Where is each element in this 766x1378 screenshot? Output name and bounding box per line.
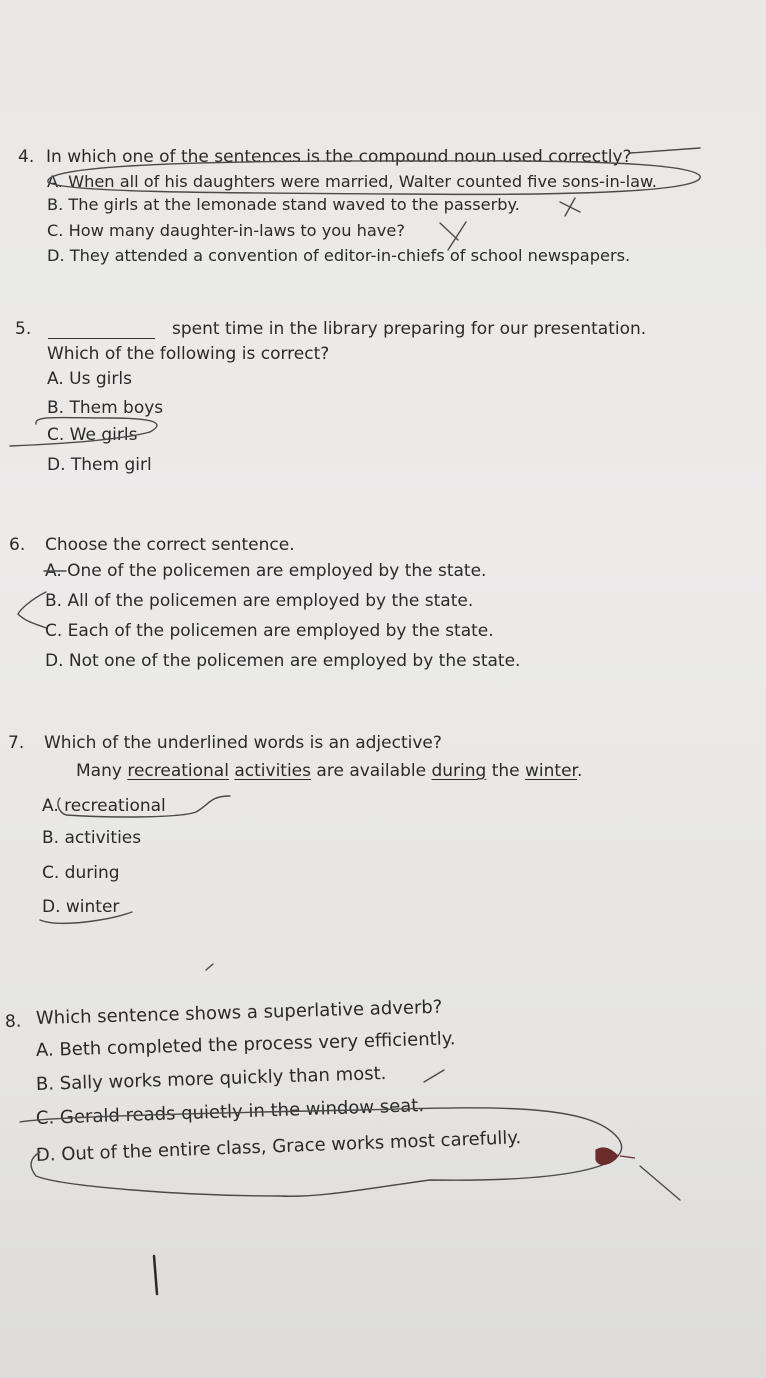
q4-option-b: B. The girls at the lemonade stand waved to the passerby. — [47, 195, 520, 214]
q6-option-a: A. One of the policemen are employed by the state. — [45, 561, 487, 581]
q7-sentence — [76, 760, 582, 782]
q7-word-during: during — [431, 761, 487, 781]
q8-red-mark — [596, 1148, 635, 1164]
q8-prompt: Which sentence shows a superlative adverb? — [35, 996, 443, 1029]
q5-option-b: B. Them boys — [47, 398, 164, 418]
q4-option-c: C. How many daughter-in-laws to you have? — [47, 221, 405, 240]
q5-answer-blank — [48, 338, 155, 339]
q8-margin-stroke-mark — [640, 1166, 680, 1200]
q8-option-d: D. Out of the entire class, Grace works most carefully. — [35, 1127, 522, 1166]
q4-option-b-x-mark — [560, 198, 580, 216]
q5-option-d: D. Them girl — [47, 455, 152, 475]
q5-prompt2: Which of the following is correct? — [47, 344, 330, 364]
q7-word-winter: winter — [525, 761, 577, 781]
q7-word-the: the — [491, 761, 520, 781]
bottom-stray-mark — [154, 1256, 157, 1294]
q5-prompt-tail: spent time in the library preparing for our presentation. — [172, 319, 647, 339]
q7-prompt: Which of the underlined words is an adjective? — [44, 733, 442, 753]
q4-number: 4. — [18, 147, 35, 167]
q4-prompt: In which one of the sentences is the compound noun used correctly? — [46, 147, 632, 167]
q6-option-b-c-bracket-mark — [18, 592, 46, 628]
q7-word-are-available: are available — [316, 761, 427, 781]
q7-stray-mark — [206, 964, 213, 970]
q4-option-a: A. When all of his daughters were married, Walter counted five sons-in-law. — [47, 172, 657, 191]
q7-option-c: C. during — [42, 863, 120, 883]
q8-option-c: C. Gerald reads quietly in the window seat. — [35, 1095, 425, 1129]
q7-period: . — [577, 761, 583, 781]
q7-option-a: A. recreational — [42, 796, 166, 816]
q5-option-c: C. We girls — [47, 425, 138, 445]
q7-option-b: B. activities — [42, 828, 142, 848]
q5-option-a: A. Us girls — [47, 369, 132, 389]
q7-number: 7. — [8, 733, 25, 753]
q8-option-a: A. Beth completed the process very efficiently. — [35, 1028, 456, 1061]
q5-number: 5. — [15, 319, 32, 339]
q6-option-d: D. Not one of the policemen are employed by the state. — [45, 651, 521, 671]
q6-prompt: Choose the correct sentence. — [45, 535, 295, 555]
q8-option-b: B. Sally works more quickly than most. — [35, 1062, 387, 1095]
q7-word-recreational: recreational — [127, 761, 229, 781]
q7-word-activities: activities — [234, 761, 312, 781]
q6-option-c: C. Each of the policemen are employed by the state. — [45, 621, 494, 641]
q6-option-b: B. All of the policemen are employed by the state. — [45, 591, 474, 611]
q4-top-stroke-mark — [630, 148, 700, 153]
q6-number: 6. — [9, 535, 26, 555]
q8-number: 8. — [4, 1011, 22, 1032]
q8-option-b-check-mark — [424, 1070, 444, 1082]
q7-word-many: Many — [76, 761, 122, 781]
q7-option-d: D. winter — [42, 897, 120, 917]
q4-option-d: D. They attended a convention of editor-in-chiefs of school newspapers. — [47, 246, 631, 265]
